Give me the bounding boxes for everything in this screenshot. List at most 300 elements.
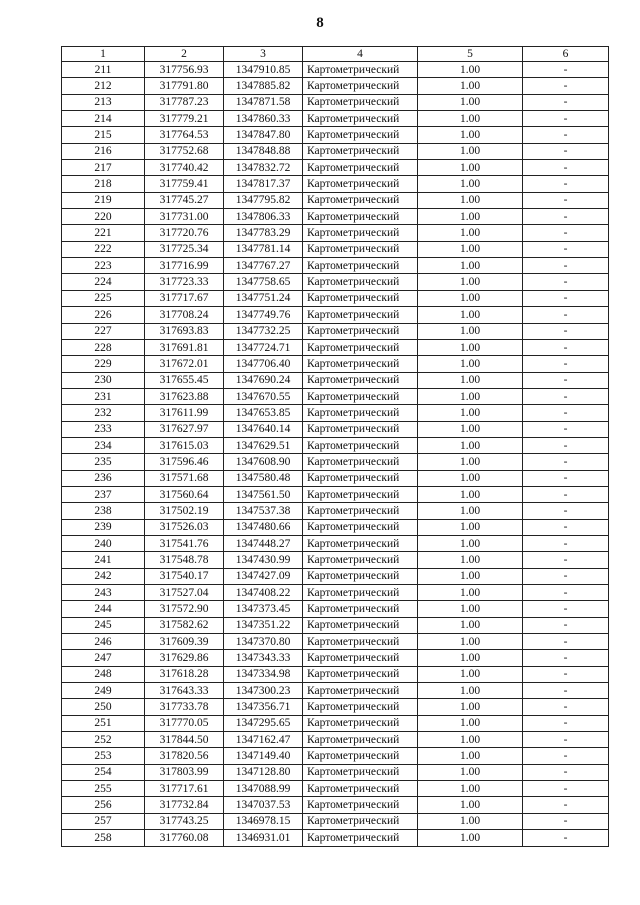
note-cell: - <box>523 470 609 486</box>
table-row <box>62 176 609 192</box>
note-cell: - <box>523 634 609 650</box>
x-coordinate-cell: 317756.93 <box>145 62 224 78</box>
x-coordinate-cell: 317759.41 <box>145 176 224 192</box>
point-number-cell: 226 <box>62 307 145 323</box>
note-cell: - <box>523 388 609 404</box>
note-cell: - <box>523 339 609 355</box>
table-row <box>62 356 609 372</box>
coordinates-table <box>61 46 609 847</box>
method-cell: Картометрический <box>303 585 418 601</box>
accuracy-cell: 1.00 <box>418 290 523 306</box>
method-cell: Картометрический <box>303 225 418 241</box>
y-coordinate-cell: 1346978.15 <box>224 813 303 829</box>
y-coordinate-cell: 1346931.01 <box>224 830 303 846</box>
column-header: 3 <box>224 47 303 62</box>
accuracy-cell: 1.00 <box>418 552 523 568</box>
note-cell: - <box>523 421 609 437</box>
point-number-cell: 246 <box>62 634 145 650</box>
point-number-cell: 256 <box>62 797 145 813</box>
page-number: 8 <box>316 15 324 31</box>
table-row <box>62 323 609 339</box>
note-cell: - <box>523 797 609 813</box>
accuracy-cell: 1.00 <box>418 683 523 699</box>
y-coordinate-cell: 1347537.38 <box>224 503 303 519</box>
accuracy-cell: 1.00 <box>418 388 523 404</box>
accuracy-cell: 1.00 <box>418 797 523 813</box>
y-coordinate-cell: 1347910.85 <box>224 62 303 78</box>
y-coordinate-cell: 1347430.99 <box>224 552 303 568</box>
method-cell: Картометрический <box>303 650 418 666</box>
method-cell: Картометрический <box>303 241 418 257</box>
table-row <box>62 519 609 535</box>
note-cell: - <box>523 437 609 453</box>
accuracy-cell: 1.00 <box>418 650 523 666</box>
table-row <box>62 503 609 519</box>
accuracy-cell: 1.00 <box>418 274 523 290</box>
accuracy-cell: 1.00 <box>418 781 523 797</box>
method-cell: Картометрический <box>303 127 418 143</box>
table-row <box>62 160 609 176</box>
method-cell: Картометрический <box>303 470 418 486</box>
table-row <box>62 813 609 829</box>
note-cell: - <box>523 307 609 323</box>
point-number-cell: 240 <box>62 535 145 551</box>
point-number-cell: 216 <box>62 143 145 159</box>
note-cell: - <box>523 764 609 780</box>
y-coordinate-cell: 1347690.24 <box>224 372 303 388</box>
table-row <box>62 732 609 748</box>
accuracy-cell: 1.00 <box>418 94 523 110</box>
note-cell: - <box>523 78 609 94</box>
accuracy-cell: 1.00 <box>418 535 523 551</box>
point-number-cell: 218 <box>62 176 145 192</box>
method-cell: Картометрический <box>303 78 418 94</box>
y-coordinate-cell: 1347724.71 <box>224 339 303 355</box>
table-row <box>62 454 609 470</box>
method-cell: Картометрический <box>303 437 418 453</box>
method-cell: Картометрический <box>303 323 418 339</box>
accuracy-cell: 1.00 <box>418 111 523 127</box>
accuracy-cell: 1.00 <box>418 143 523 159</box>
column-header: 5 <box>418 47 523 62</box>
point-number-cell: 237 <box>62 486 145 502</box>
table-row <box>62 111 609 127</box>
table-row <box>62 781 609 797</box>
accuracy-cell: 1.00 <box>418 601 523 617</box>
point-number-cell: 250 <box>62 699 145 715</box>
point-number-cell: 223 <box>62 258 145 274</box>
x-coordinate-cell: 317609.39 <box>145 634 224 650</box>
y-coordinate-cell: 1347580.48 <box>224 470 303 486</box>
table-row <box>62 830 609 846</box>
method-cell: Картометрический <box>303 274 418 290</box>
note-cell: - <box>523 323 609 339</box>
note-cell: - <box>523 192 609 208</box>
method-cell: Картометрический <box>303 486 418 502</box>
table-row <box>62 339 609 355</box>
accuracy-cell: 1.00 <box>418 454 523 470</box>
x-coordinate-cell: 317717.61 <box>145 781 224 797</box>
point-number-cell: 234 <box>62 437 145 453</box>
table-row <box>62 470 609 486</box>
table-row <box>62 258 609 274</box>
method-cell: Картометрический <box>303 143 418 159</box>
point-number-cell: 238 <box>62 503 145 519</box>
point-number-cell: 255 <box>62 781 145 797</box>
x-coordinate-cell: 317787.23 <box>145 94 224 110</box>
method-cell: Картометрический <box>303 797 418 813</box>
point-number-cell: 245 <box>62 617 145 633</box>
point-number-cell: 214 <box>62 111 145 127</box>
table-row <box>62 552 609 568</box>
accuracy-cell: 1.00 <box>418 372 523 388</box>
accuracy-cell: 1.00 <box>418 830 523 846</box>
point-number-cell: 232 <box>62 405 145 421</box>
point-number-cell: 233 <box>62 421 145 437</box>
point-number-cell: 242 <box>62 568 145 584</box>
y-coordinate-cell: 1347356.71 <box>224 699 303 715</box>
method-cell: Картометрический <box>303 111 418 127</box>
method-cell: Картометрический <box>303 372 418 388</box>
table-row <box>62 486 609 502</box>
x-coordinate-cell: 317623.88 <box>145 388 224 404</box>
accuracy-cell: 1.00 <box>418 405 523 421</box>
note-cell: - <box>523 290 609 306</box>
table-row <box>62 62 609 78</box>
accuracy-cell: 1.00 <box>418 519 523 535</box>
note-cell: - <box>523 225 609 241</box>
note-cell: - <box>523 650 609 666</box>
x-coordinate-cell: 317527.04 <box>145 585 224 601</box>
note-cell: - <box>523 127 609 143</box>
note-cell: - <box>523 258 609 274</box>
column-header: 1 <box>62 47 145 62</box>
x-coordinate-cell: 317740.42 <box>145 160 224 176</box>
y-coordinate-cell: 1347706.40 <box>224 356 303 372</box>
accuracy-cell: 1.00 <box>418 160 523 176</box>
table-row <box>62 372 609 388</box>
y-coordinate-cell: 1347832.72 <box>224 160 303 176</box>
x-coordinate-cell: 317548.78 <box>145 552 224 568</box>
method-cell: Картометрический <box>303 503 418 519</box>
point-number-cell: 212 <box>62 78 145 94</box>
x-coordinate-cell: 317655.45 <box>145 372 224 388</box>
point-number-cell: 230 <box>62 372 145 388</box>
note-cell: - <box>523 552 609 568</box>
accuracy-cell: 1.00 <box>418 732 523 748</box>
x-coordinate-cell: 317820.56 <box>145 748 224 764</box>
point-number-cell: 258 <box>62 830 145 846</box>
accuracy-cell: 1.00 <box>418 503 523 519</box>
table-row <box>62 421 609 437</box>
method-cell: Картометрический <box>303 388 418 404</box>
accuracy-cell: 1.00 <box>418 486 523 502</box>
point-number-cell: 231 <box>62 388 145 404</box>
table-row <box>62 143 609 159</box>
point-number-cell: 253 <box>62 748 145 764</box>
y-coordinate-cell: 1347751.24 <box>224 290 303 306</box>
method-cell: Картометрический <box>303 552 418 568</box>
note-cell: - <box>523 486 609 502</box>
method-cell: Картометрический <box>303 405 418 421</box>
x-coordinate-cell: 317672.01 <box>145 356 224 372</box>
point-number-cell: 251 <box>62 715 145 731</box>
note-cell: - <box>523 585 609 601</box>
point-number-cell: 224 <box>62 274 145 290</box>
x-coordinate-cell: 317618.28 <box>145 666 224 682</box>
point-number-cell: 243 <box>62 585 145 601</box>
method-cell: Картометрический <box>303 617 418 633</box>
x-coordinate-cell: 317791.80 <box>145 78 224 94</box>
y-coordinate-cell: 1347427.09 <box>224 568 303 584</box>
method-cell: Картометрический <box>303 192 418 208</box>
y-coordinate-cell: 1347373.45 <box>224 601 303 617</box>
column-header: 2 <box>145 47 224 62</box>
note-cell: - <box>523 176 609 192</box>
y-coordinate-cell: 1347295.65 <box>224 715 303 731</box>
table-row <box>62 94 609 110</box>
note-cell: - <box>523 241 609 257</box>
accuracy-cell: 1.00 <box>418 585 523 601</box>
x-coordinate-cell: 317733.78 <box>145 699 224 715</box>
y-coordinate-cell: 1347817.37 <box>224 176 303 192</box>
point-number-cell: 211 <box>62 62 145 78</box>
accuracy-cell: 1.00 <box>418 568 523 584</box>
accuracy-cell: 1.00 <box>418 307 523 323</box>
y-coordinate-cell: 1347408.22 <box>224 585 303 601</box>
x-coordinate-cell: 317582.62 <box>145 617 224 633</box>
y-coordinate-cell: 1347806.33 <box>224 209 303 225</box>
method-cell: Картометрический <box>303 290 418 306</box>
accuracy-cell: 1.00 <box>418 813 523 829</box>
accuracy-cell: 1.00 <box>418 62 523 78</box>
table-row <box>62 405 609 421</box>
point-number-cell: 244 <box>62 601 145 617</box>
x-coordinate-cell: 317720.76 <box>145 225 224 241</box>
method-cell: Картометрический <box>303 356 418 372</box>
accuracy-cell: 1.00 <box>418 356 523 372</box>
note-cell: - <box>523 372 609 388</box>
accuracy-cell: 1.00 <box>418 666 523 682</box>
table-row <box>62 388 609 404</box>
x-coordinate-cell: 317540.17 <box>145 568 224 584</box>
method-cell: Картометрический <box>303 715 418 731</box>
note-cell: - <box>523 813 609 829</box>
y-coordinate-cell: 1347480.66 <box>224 519 303 535</box>
x-coordinate-cell: 317541.76 <box>145 535 224 551</box>
x-coordinate-cell: 317596.46 <box>145 454 224 470</box>
note-cell: - <box>523 143 609 159</box>
method-cell: Картометрический <box>303 421 418 437</box>
accuracy-cell: 1.00 <box>418 421 523 437</box>
note-cell: - <box>523 830 609 846</box>
y-coordinate-cell: 1347608.90 <box>224 454 303 470</box>
y-coordinate-cell: 1347670.55 <box>224 388 303 404</box>
method-cell: Картометрический <box>303 683 418 699</box>
point-number-cell: 217 <box>62 160 145 176</box>
y-coordinate-cell: 1347653.85 <box>224 405 303 421</box>
method-cell: Картометрический <box>303 535 418 551</box>
table-row <box>62 241 609 257</box>
note-cell: - <box>523 209 609 225</box>
x-coordinate-cell: 317502.19 <box>145 503 224 519</box>
y-coordinate-cell: 1347128.80 <box>224 764 303 780</box>
method-cell: Картометрический <box>303 699 418 715</box>
table-row <box>62 601 609 617</box>
accuracy-cell: 1.00 <box>418 715 523 731</box>
point-number-cell: 254 <box>62 764 145 780</box>
note-cell: - <box>523 160 609 176</box>
x-coordinate-cell: 317723.33 <box>145 274 224 290</box>
table-row <box>62 666 609 682</box>
accuracy-cell: 1.00 <box>418 127 523 143</box>
point-number-cell: 213 <box>62 94 145 110</box>
point-number-cell: 236 <box>62 470 145 486</box>
method-cell: Картометрический <box>303 601 418 617</box>
y-coordinate-cell: 1347885.82 <box>224 78 303 94</box>
point-number-cell: 248 <box>62 666 145 682</box>
y-coordinate-cell: 1347758.65 <box>224 274 303 290</box>
table-row <box>62 535 609 551</box>
y-coordinate-cell: 1347343.33 <box>224 650 303 666</box>
accuracy-cell: 1.00 <box>418 617 523 633</box>
table-row <box>62 748 609 764</box>
accuracy-cell: 1.00 <box>418 764 523 780</box>
method-cell: Картометрический <box>303 732 418 748</box>
point-number-cell: 257 <box>62 813 145 829</box>
y-coordinate-cell: 1347871.58 <box>224 94 303 110</box>
x-coordinate-cell: 317627.97 <box>145 421 224 437</box>
method-cell: Картометрический <box>303 454 418 470</box>
table-row <box>62 699 609 715</box>
table-row <box>62 617 609 633</box>
y-coordinate-cell: 1347783.29 <box>224 225 303 241</box>
header-row <box>62 47 609 62</box>
note-cell: - <box>523 535 609 551</box>
method-cell: Картометрический <box>303 830 418 846</box>
column-header: 4 <box>303 47 418 62</box>
method-cell: Картометрический <box>303 339 418 355</box>
y-coordinate-cell: 1347370.80 <box>224 634 303 650</box>
note-cell: - <box>523 781 609 797</box>
table-row <box>62 568 609 584</box>
method-cell: Картометрический <box>303 94 418 110</box>
table-row <box>62 437 609 453</box>
y-coordinate-cell: 1347334.98 <box>224 666 303 682</box>
y-coordinate-cell: 1347037.53 <box>224 797 303 813</box>
y-coordinate-cell: 1347848.88 <box>224 143 303 159</box>
x-coordinate-cell: 317764.53 <box>145 127 224 143</box>
y-coordinate-cell: 1347162.47 <box>224 732 303 748</box>
method-cell: Картометрический <box>303 781 418 797</box>
note-cell: - <box>523 62 609 78</box>
point-number-cell: 249 <box>62 683 145 699</box>
x-coordinate-cell: 317844.50 <box>145 732 224 748</box>
x-coordinate-cell: 317745.27 <box>145 192 224 208</box>
table-row <box>62 797 609 813</box>
table-row <box>62 715 609 731</box>
accuracy-cell: 1.00 <box>418 437 523 453</box>
note-cell: - <box>523 617 609 633</box>
x-coordinate-cell: 317611.99 <box>145 405 224 421</box>
table-row <box>62 307 609 323</box>
note-cell: - <box>523 503 609 519</box>
x-coordinate-cell: 317725.34 <box>145 241 224 257</box>
method-cell: Картометрический <box>303 813 418 829</box>
accuracy-cell: 1.00 <box>418 634 523 650</box>
x-coordinate-cell: 317571.68 <box>145 470 224 486</box>
table-row <box>62 683 609 699</box>
table-row <box>62 225 609 241</box>
y-coordinate-cell: 1347149.40 <box>224 748 303 764</box>
table-row <box>62 764 609 780</box>
x-coordinate-cell: 317779.21 <box>145 111 224 127</box>
x-coordinate-cell: 317526.03 <box>145 519 224 535</box>
note-cell: - <box>523 111 609 127</box>
x-coordinate-cell: 317560.64 <box>145 486 224 502</box>
method-cell: Картометрический <box>303 258 418 274</box>
accuracy-cell: 1.00 <box>418 176 523 192</box>
x-coordinate-cell: 317717.67 <box>145 290 224 306</box>
accuracy-cell: 1.00 <box>418 699 523 715</box>
method-cell: Картометрический <box>303 160 418 176</box>
y-coordinate-cell: 1347448.27 <box>224 535 303 551</box>
y-coordinate-cell: 1347629.51 <box>224 437 303 453</box>
accuracy-cell: 1.00 <box>418 323 523 339</box>
y-coordinate-cell: 1347088.99 <box>224 781 303 797</box>
x-coordinate-cell: 317716.99 <box>145 258 224 274</box>
method-cell: Картометрический <box>303 62 418 78</box>
method-cell: Картометрический <box>303 176 418 192</box>
x-coordinate-cell: 317752.68 <box>145 143 224 159</box>
y-coordinate-cell: 1347300.23 <box>224 683 303 699</box>
note-cell: - <box>523 699 609 715</box>
table-row <box>62 274 609 290</box>
accuracy-cell: 1.00 <box>418 748 523 764</box>
table-row <box>62 78 609 94</box>
column-header: 6 <box>523 47 609 62</box>
point-number-cell: 225 <box>62 290 145 306</box>
accuracy-cell: 1.00 <box>418 78 523 94</box>
point-number-cell: 229 <box>62 356 145 372</box>
note-cell: - <box>523 454 609 470</box>
point-number-cell: 221 <box>62 225 145 241</box>
note-cell: - <box>523 405 609 421</box>
x-coordinate-cell: 317643.33 <box>145 683 224 699</box>
method-cell: Картометрический <box>303 764 418 780</box>
point-number-cell: 235 <box>62 454 145 470</box>
table-body <box>62 62 609 847</box>
note-cell: - <box>523 519 609 535</box>
y-coordinate-cell: 1347847.80 <box>224 127 303 143</box>
x-coordinate-cell: 317731.00 <box>145 209 224 225</box>
note-cell: - <box>523 666 609 682</box>
note-cell: - <box>523 94 609 110</box>
accuracy-cell: 1.00 <box>418 470 523 486</box>
method-cell: Картометрический <box>303 568 418 584</box>
y-coordinate-cell: 1347561.50 <box>224 486 303 502</box>
x-coordinate-cell: 317615.03 <box>145 437 224 453</box>
note-cell: - <box>523 748 609 764</box>
note-cell: - <box>523 732 609 748</box>
y-coordinate-cell: 1347860.33 <box>224 111 303 127</box>
table-row <box>62 585 609 601</box>
accuracy-cell: 1.00 <box>418 209 523 225</box>
x-coordinate-cell: 317732.84 <box>145 797 224 813</box>
table-row <box>62 127 609 143</box>
point-number-cell: 222 <box>62 241 145 257</box>
point-number-cell: 227 <box>62 323 145 339</box>
